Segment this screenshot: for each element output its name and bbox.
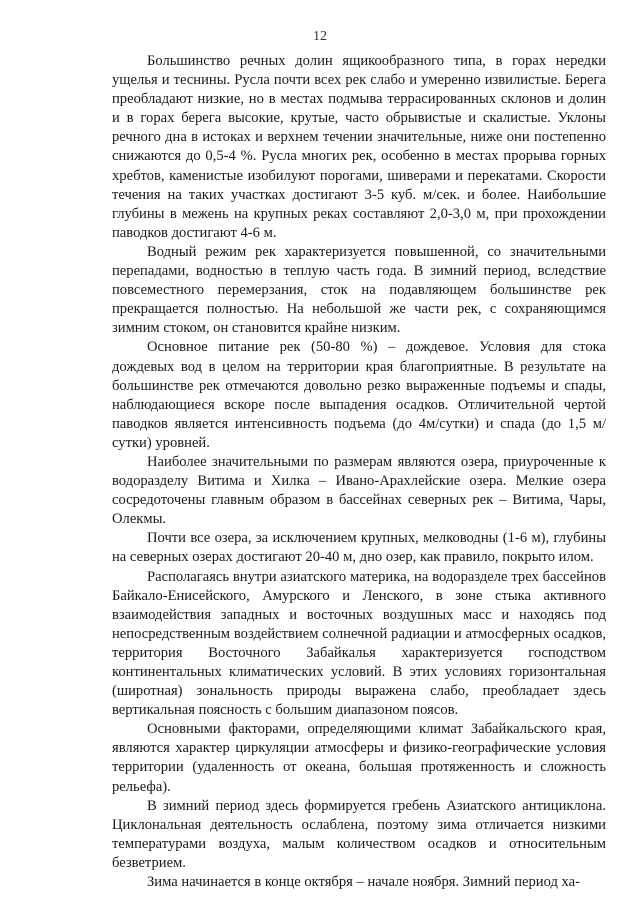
paragraph-winter-anticyclone: В зимний период здесь формируется гребень Азиатского антициклона. Циклональная деятельность ослаблена, поэтому зима отличается низкими температурами воздуха, малым количеством осадков и относительным безветрием. <box>112 797 606 871</box>
paragraph-continental-climate: Располагаясь внутри азиатского материка, на водоразделе трех бассейнов Байкало-Енисейского, Амурского и Ленского, в зоне стыка активного взаимодействия западных и восточных воздушных масс и находясь под непосредственным воздействием солнечной радиации и атмосферных осадков, территория Восточного Забайкалья характеризуется господством континентальных климатических условий. В этих условиях горизонтальная (широтная) зональность природы выражена слабо, преобладает здесь вертикальная поясность с большим диапазоном поясов. <box>112 568 606 719</box>
paragraph-water-regime: Водный режим рек характеризуется повышенной, со значительными перепадами, водностью в теплую часть года. В зимний период, вследствие повсеместного перемерзания, сток на подавляющем большинстве рек прекращается полностью. На небольшой же части рек, с сохраняющимся зимним стоком, он становится крайне низким. <box>112 243 606 337</box>
paragraph-climate-factors: Основными факторами, определяющими климат Забайкальского края, являются характер циркуляции атмосферы и физико-географические условия территории (удаленность от океана, большая протяженность и сложность рельефа). <box>112 721 606 795</box>
paragraph-lake-depths: Почти все озера, за исключением крупных, мелководны (1-6 м), глубины на северных озерах достигают 20-40 м, дно озер, как правило, покрыто илом. <box>112 530 606 566</box>
paragraph-winter-start: Зима начинается в конце октября – начале ноября. Зимний период ха- <box>147 874 580 891</box>
paragraph-river-feeding: Основное питание рек (50-80 %) – дождевое. Условия для стока дождевых вод в целом на территории края благоприятные. В результате на большинстве рек отмечаются довольно резко выраженные подъемы и спады, наблюдающиеся вскоре после выпадения осадков. Отличительной чертой паводков является интенсивность подъема (до 4м/сутки) и спада (до 1,5 м/сутки) уровней. <box>112 339 606 451</box>
paragraph-river-valleys: Большинство речных долин ящикообразного типа, в горах нередки ущелья и теснины. Русла почти всех рек слабо и умеренно извилистые. Берега преобладают низкие, но в местах подмыва террасированных склонов и долин и в горах берега высокие, крутые, часто обрывистые и скалистые. Уклоны речного дна в истоках и верхнем течении значительные, ниже они постепенно снижаются до 0,5-4 %. Русла многих рек, особенно в местах прорыва горных хребтов, каменистые изобилуют порогами, шиверами и перекатами. Скорости течения на таких участках достигают 3-5 куб. м/сек. и более. Наибольшие глубины в межень на крупных реках составляют 2,0-3,0 м, при прохождении паводков достигают 4-6 м. <box>112 53 606 241</box>
page-number: 12 <box>313 29 327 44</box>
document-body <box>112 52 606 892</box>
paragraph-major-lakes: Наиболее значительными по размерам являются озера, приуроченные к водоразделу Витима и Хилка – Ивано-Арахлейские озера. Мелкие озера сосредоточены главным образом в бассейнах северных рек – Витима, Чары, Олекмы. <box>112 453 606 528</box>
